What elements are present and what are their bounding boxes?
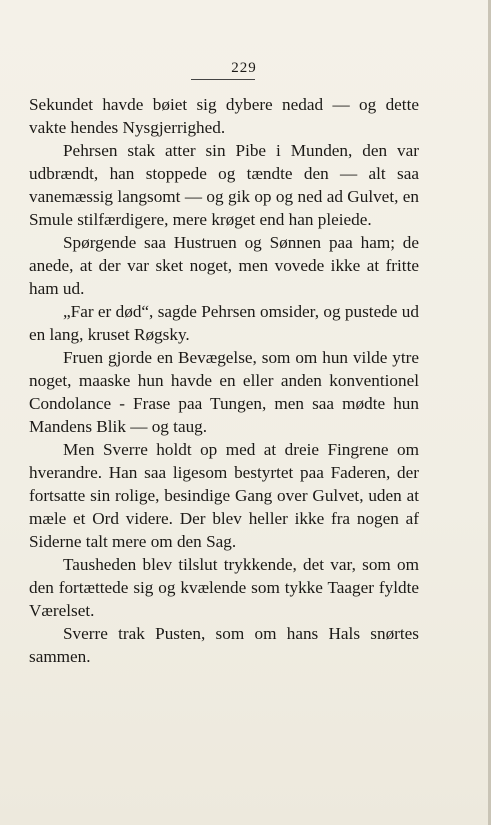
paragraph: Sekundet havde bøiet sig dybere nedad — og dette vakte hendes Nysgjerrighed. xyxy=(29,95,419,137)
paragraph: Men Sverre holdt op med at dreie Fingrene om hverandre. Han saa ligesom bestyrtet paa Faderen, der fortsatte sin rolige, besindige Gang over Gulvet, uden at mæle et Ord videre. Der blev heller ikke fra nogen af Siderne talt mere om den Sag. xyxy=(29,440,419,551)
paragraph: Tausheden blev tilslut trykkende, det var, som om den fortættede sig og kvælende som tykke Taager fyldte Værelset. xyxy=(29,555,419,620)
paragraph: Sverre trak Pusten, som om hans Hals snørtes sammen. xyxy=(29,624,419,666)
paragraph: „Far er død“, sagde Pehrsen omsider, og pustede ud en lang, kruset Røgsky. xyxy=(29,302,419,344)
paragraph: Fruen gjorde en Bevægelse, som om hun vilde ytre noget, maaske hun havde en eller anden konventionel Condolance - Frase paa Tungen, men saa mødte hun Mandens Blik — og taug. xyxy=(29,348,419,436)
page-number-rule xyxy=(191,79,255,80)
paragraph: Spørgende saa Hustruen og Sønnen paa ham; de anede, at der var sket noget, men vovede ikke at fritte ham ud. xyxy=(29,233,419,298)
body-text xyxy=(29,93,419,668)
page-number: 229 xyxy=(231,60,257,76)
paragraph: Pehrsen stak atter sin Pibe i Munden, den var udbrændt, han stoppede og tændte den — alt saa vanemæssig langsomt — og gik op og ned ad Gulvet, en Smule stilfærdigere, mere krøget end han pleiede. xyxy=(29,141,419,229)
